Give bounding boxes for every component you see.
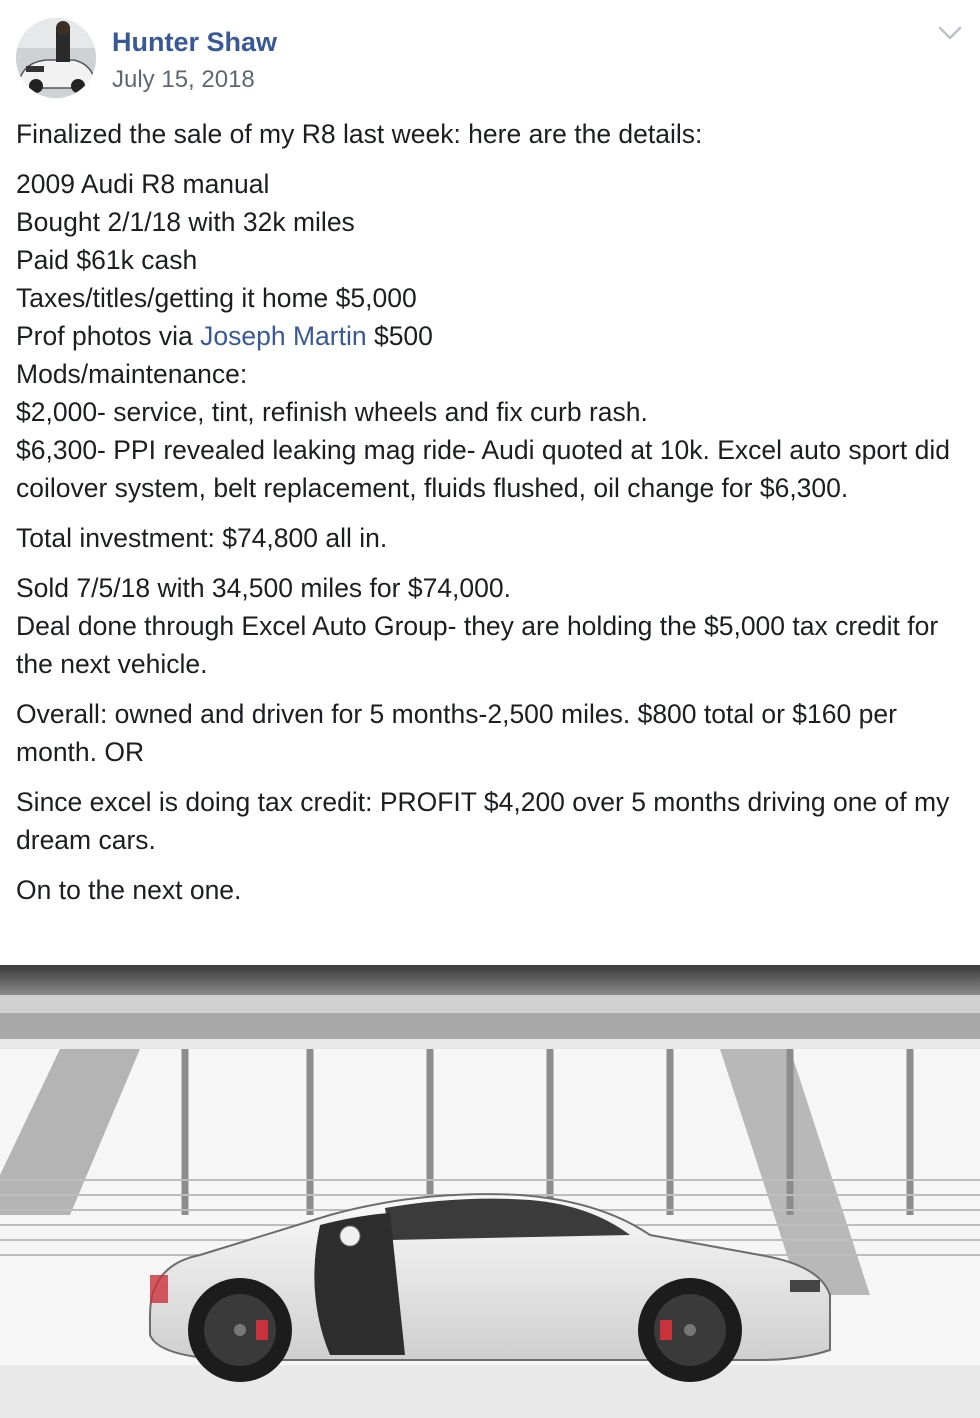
rear-wheel [188, 1278, 292, 1382]
detail-mods-2: $6,300- PPI revealed leaking mag ride- Audi quoted at 10k. Excel auto sport did coilover system, belt replacement, fluids flushed, oil change for $6,300. [16, 435, 950, 503]
post-date[interactable]: July 15, 2018 [112, 66, 255, 93]
mention-link[interactable]: Joseph Martin [200, 321, 367, 351]
post-photo[interactable] [0, 965, 980, 1418]
detail-photos [16, 317, 966, 355]
photos-suffix: $500 [366, 321, 433, 351]
intro-text: Finalized the sale of my R8 last week: here are the details: [16, 119, 703, 149]
detail-bought: Bought 2/1/18 with 32k miles [16, 207, 355, 237]
post-sale [16, 569, 966, 683]
avatar-photo [16, 18, 96, 98]
post-overall [16, 695, 966, 771]
overall-text: Overall: owned and driven for 5 months-2,500 miles. $800 total or $160 per month. OR [16, 699, 897, 767]
sold-text: Sold 7/5/18 with 34,500 miles for $74,000. [16, 573, 511, 603]
detail-mods-1: $2,000- service, tint, refinish wheels and fix curb rash. [16, 397, 648, 427]
post-total [16, 519, 966, 557]
author-name[interactable]: Hunter Shaw [112, 27, 278, 57]
detail-car: 2009 Audi R8 manual [16, 169, 270, 199]
total-text: Total investment: $74,800 all in. [16, 523, 388, 553]
deal-text: Deal done through Excel Auto Group- they are holding the $5,000 tax credit for the next vehicle. [16, 611, 939, 679]
detail-taxes: Taxes/titles/getting it home $5,000 [16, 283, 417, 313]
chevron-down-icon[interactable] [936, 22, 964, 44]
avatar[interactable] [16, 18, 96, 98]
photos-prefix: Prof photos via [16, 321, 201, 351]
profit-text: Since excel is doing tax credit: PROFIT $4,200 over 5 months driving one of my dream cars. [16, 787, 950, 855]
post-intro [16, 115, 966, 153]
detail-mods-heading: Mods/maintenance: [16, 359, 248, 389]
closing-text: On to the next one. [16, 875, 242, 905]
car-photo [0, 965, 980, 1418]
front-wheel [638, 1278, 742, 1382]
post-details [16, 165, 966, 507]
post-profit [16, 783, 966, 859]
post-body [16, 115, 966, 921]
post-closing [16, 871, 966, 909]
detail-paid: Paid $61k cash [16, 245, 198, 275]
post-header [0, 0, 980, 110]
